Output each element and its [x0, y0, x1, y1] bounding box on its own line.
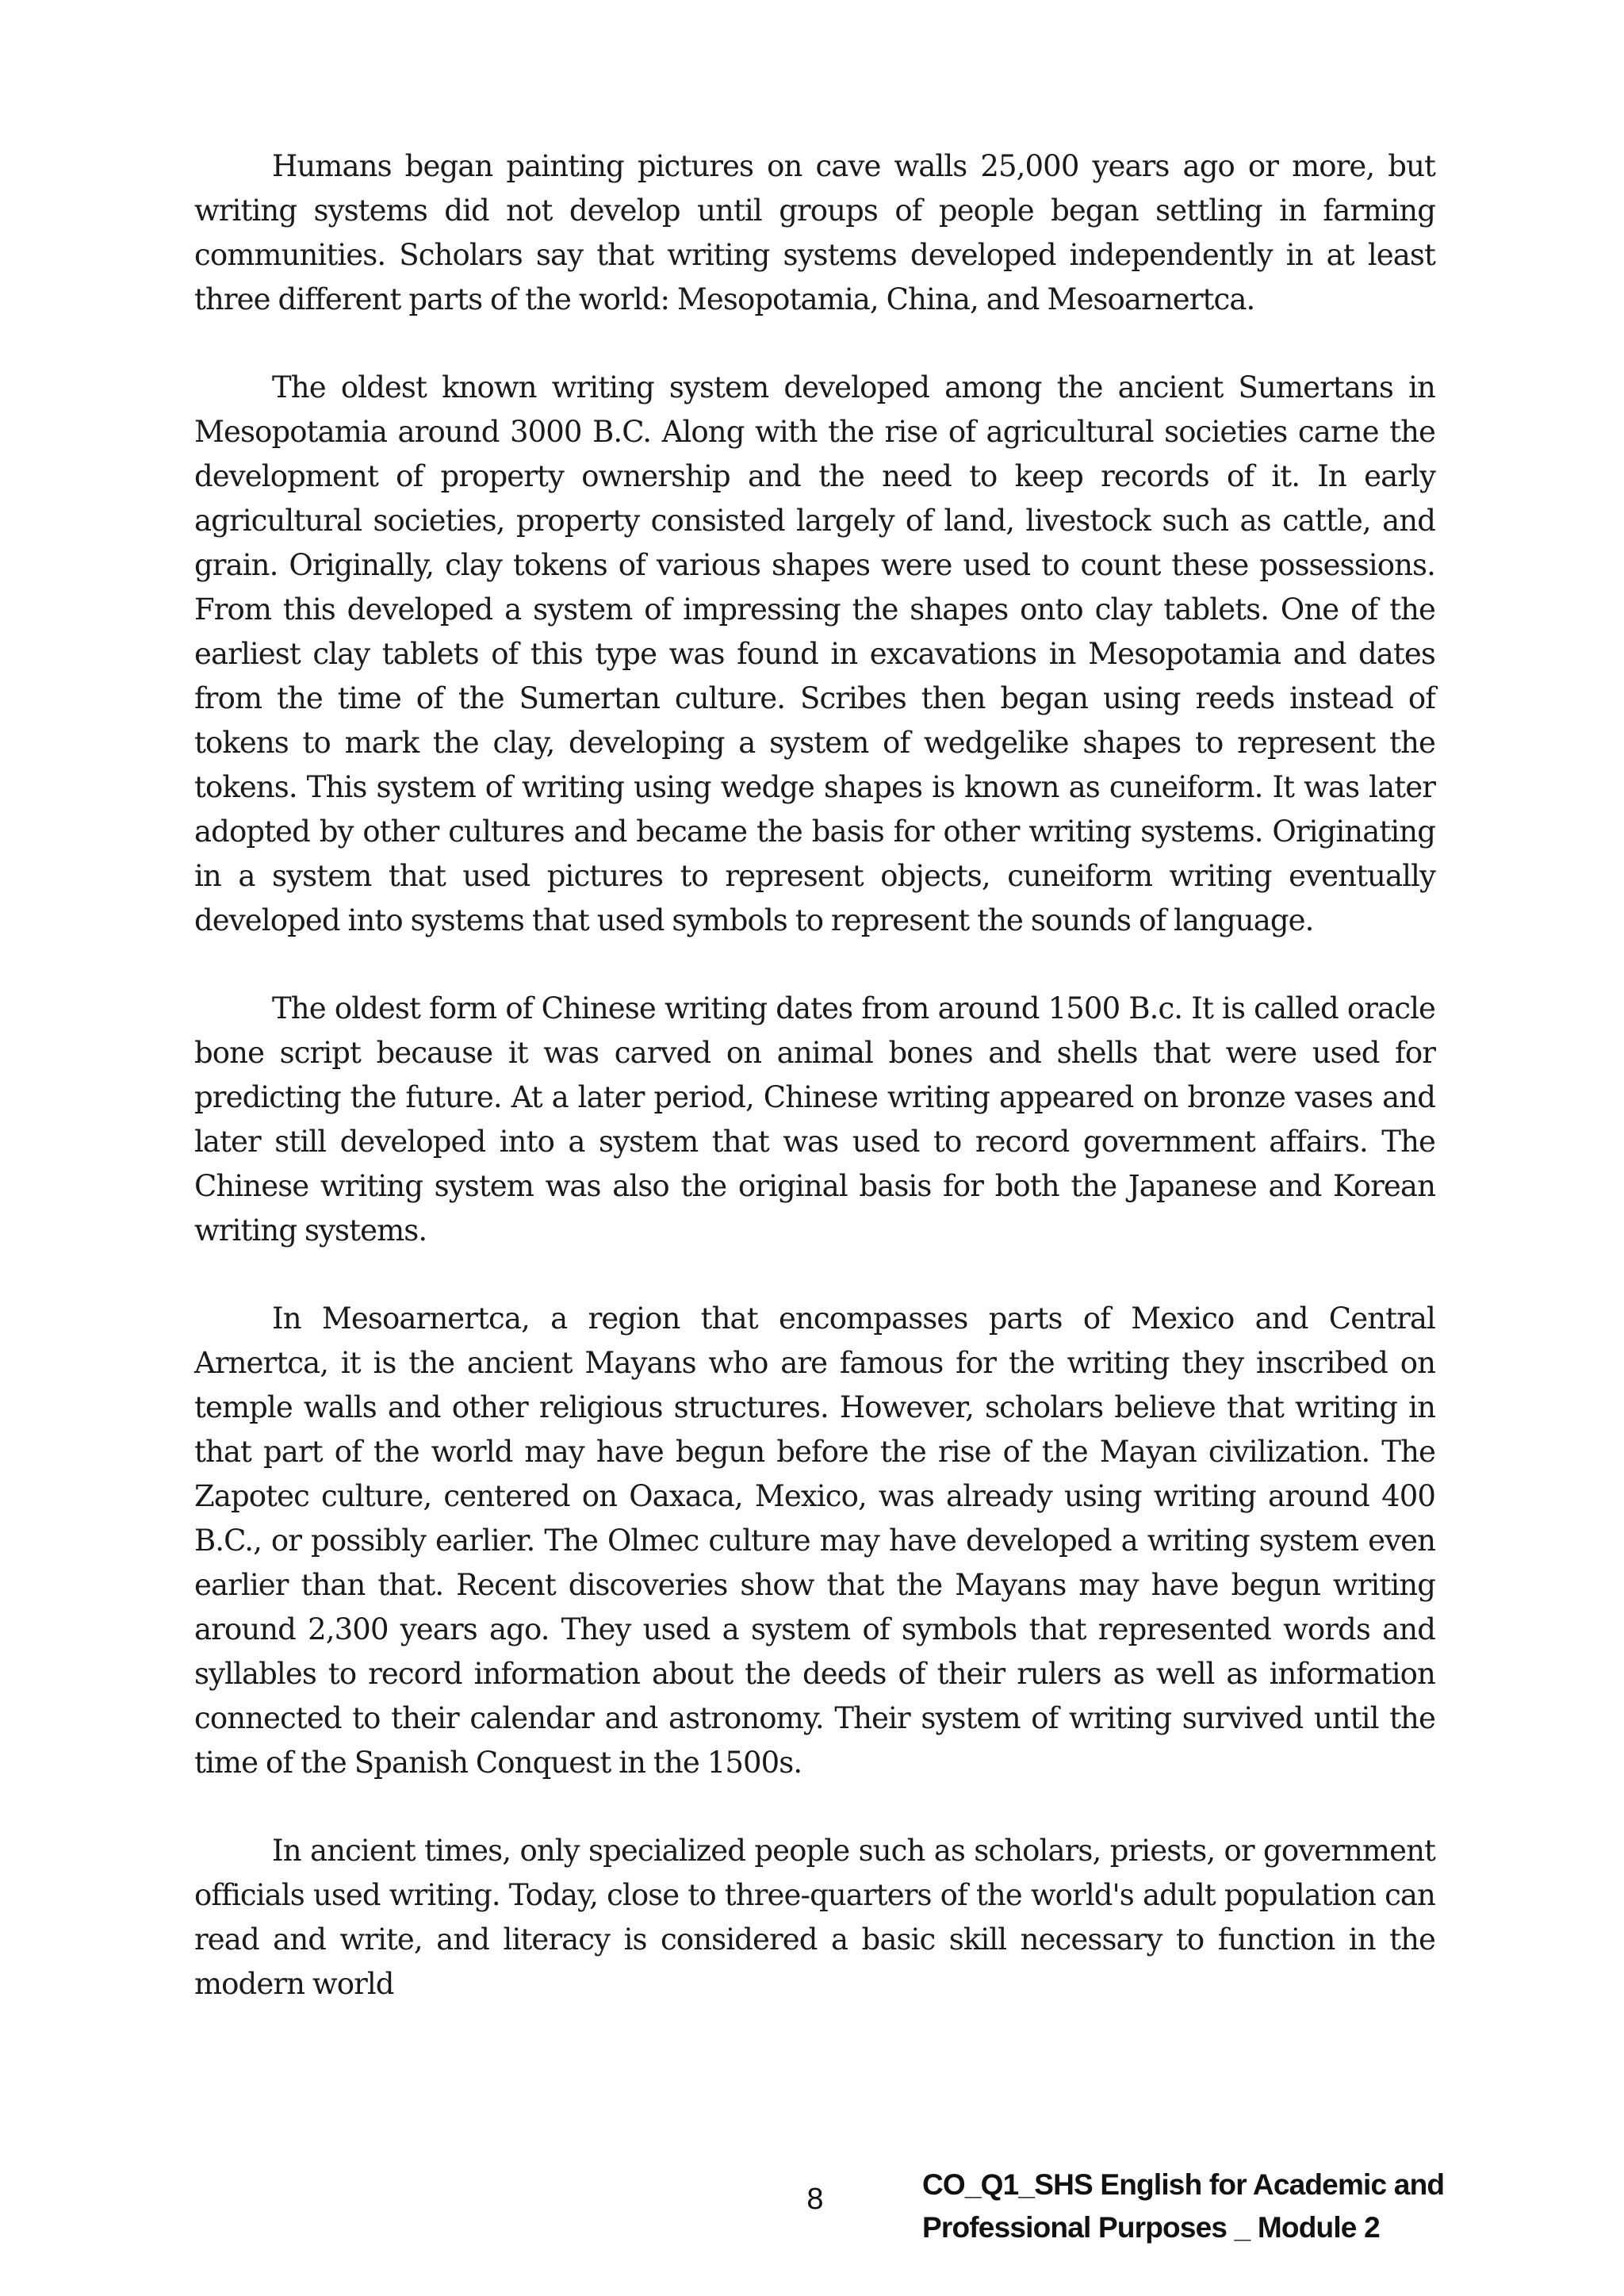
paragraph-china: The oldest form of Chinese writing dates from around 1500 B.c. It is called oracle bone script because it was carved on animal bones and shells that were used for predicting the future. At a later period, Chinese writing appeared on bronze vases and later still developed into a system that was used to record government affairs. The Chinese writing system was also the original basis for both the Japanese and Korean writing systems.: [194, 991, 1435, 1248]
paragraph-mesopotamia: The oldest known writing system developed among the ancient Sumertans in Mesopotamia around 3000 B.C. Along with the rise of agricultural societies carne the development of property ownership and the need to keep records of it. In early agricultural societies, property consisted largely of land, livestock such as cattle, and grain. Originally, clay tokens of various shapes were used to count these possessions. From this developed a system of impressing the shapes onto clay tablets. One of the earliest clay tablets of this type was found in excavations in Mesopotamia and dates from the time of the Sumertan culture. Scribes then began using reeds instead of tokens to mark the clay, developing a system of wedgelike shapes to represent the tokens. This system of writing using wedge shapes is known as cuneiform. It was later adopted by other cultures and became the basis for other writing systems. Originating in a system that used pictures to represent objects, cuneiform writing eventually developed into systems that used symbols to represent the sounds of language.: [194, 370, 1435, 937]
paragraph-modern-literacy: In ancient times, only specialized people such as scholars, priests, or government officials used writing. Today, close to three-quarters of the world's adult population can read and write, and literacy is considered a basic skill necessary to function in the modern world: [194, 1834, 1435, 2001]
paragraph-intro: Humans began painting pictures on cave walls 25,000 years ago or more, but writing systems did not develop until groups of people began settling in farming communities. Scholars say that writing systems developed independently in at least three different parts of the world: Mesopotamia, China, and Mesoarnertca.: [194, 149, 1435, 316]
footer-module-title: [922, 2164, 1477, 2249]
page-number: 8: [806, 2183, 824, 2216]
footer-title-line-1: CO_Q1_SHS English for Academic and: [922, 2168, 1445, 2201]
paragraph-mesoamerica: In Mesoarnertca, a region that encompasses parts of Mexico and Central Arnertca, it is the ancient Mayans who are famous for the writing they inscribed on temple walls and other religious structures. However, scholars believe that writing in that part of the world may have begun before the rise of the Mayan civilization. The Zapotec culture, centered on Oaxaca, Mexico, was already using writing around 400 B.C., or possibly earlier. The Olmec culture may have developed a writing system even earlier than that. Recent discoveries show that the Mayans may have begun writing around 2,300 years ago. They used a system of symbols that represented words and syllables to record information about the deeds of their rulers as well as information connected to their calendar and astronomy. Their system of writing survived until the time of the Spanish Conquest in the 1500s.: [194, 1301, 1435, 1780]
body-text: [194, 144, 1435, 2050]
footer-title-line-2: Professional Purposes _ Module 2: [922, 2211, 1380, 2244]
